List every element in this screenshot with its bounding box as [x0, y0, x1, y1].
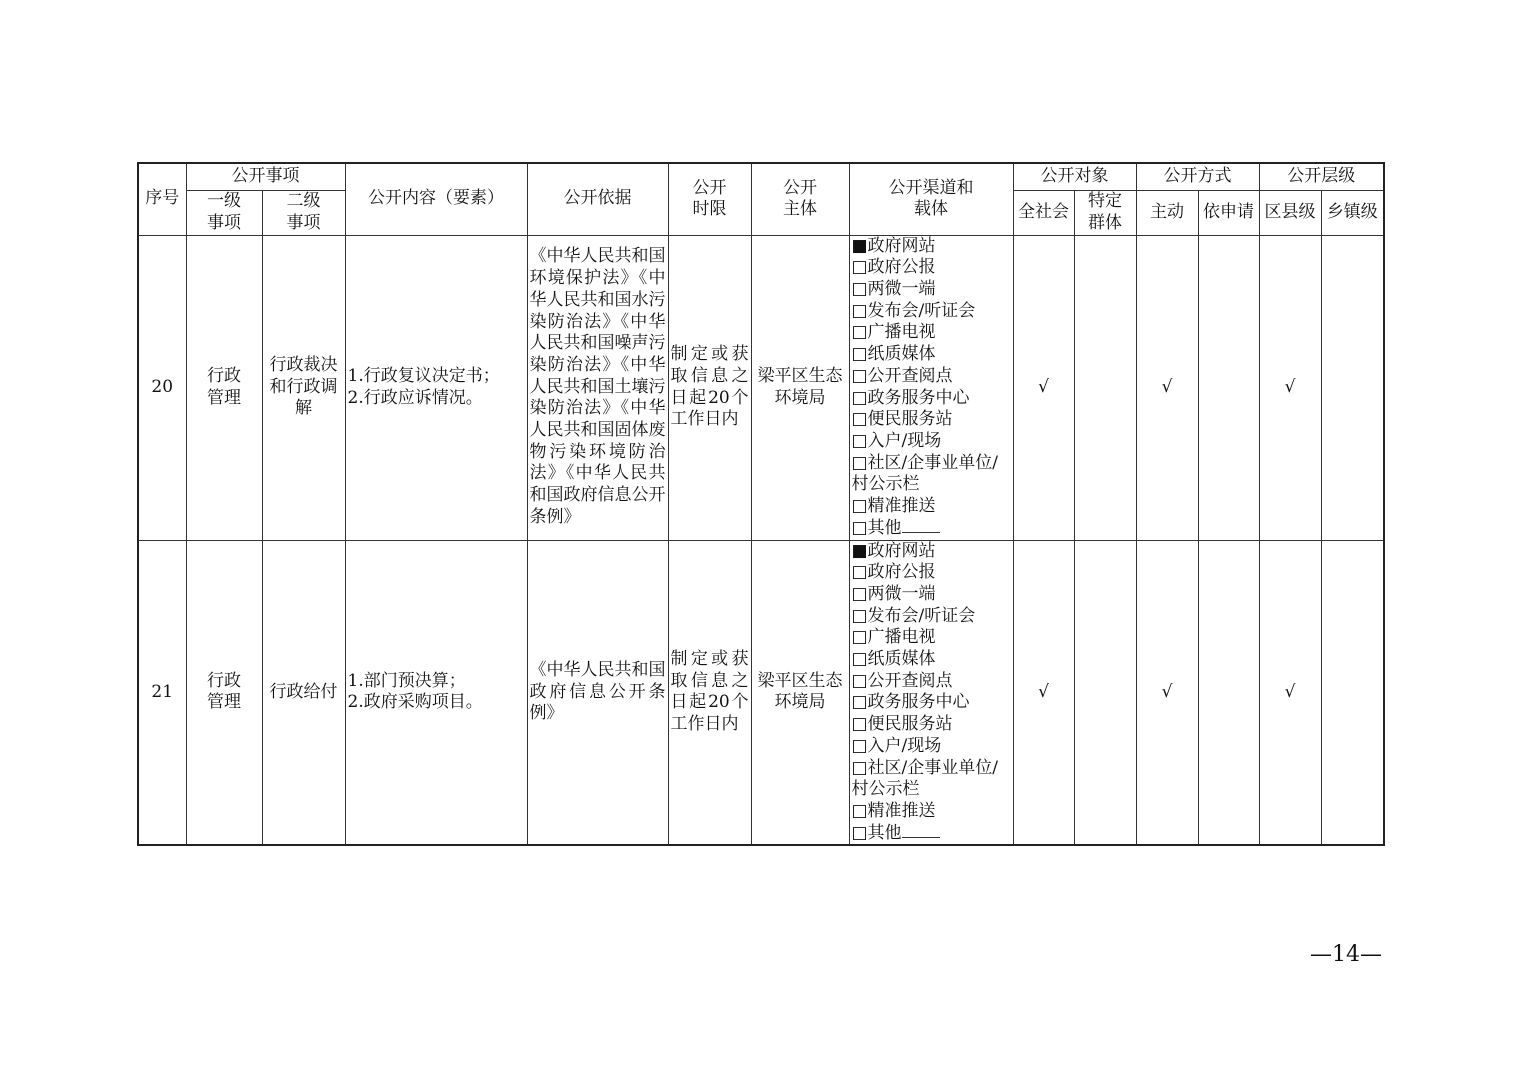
- row-level2: 行政裁决 和行政调 解: [262, 235, 345, 540]
- channel-item: □两微一端: [851, 583, 936, 604]
- header-subject: 公开 主体: [751, 163, 849, 235]
- channel-item: □广播电视: [851, 627, 936, 648]
- other-underline: [902, 518, 940, 533]
- row-level2: 行政给付: [262, 540, 345, 845]
- row-time-limit: 制定或获取信息之日起20个工作日内: [668, 540, 751, 845]
- row-time-limit: 制定或获取信息之日起20个工作日内: [668, 235, 751, 540]
- table-row: [138, 235, 1384, 540]
- header-level-group: 公开层级: [1259, 163, 1384, 190]
- row-level1: 行政 管理: [186, 235, 262, 540]
- channel-item: □发布会/听证会: [851, 605, 976, 626]
- row-mode-active: √: [1136, 235, 1198, 540]
- row-audience-all: √: [1013, 235, 1074, 540]
- row-level-town: [1321, 540, 1384, 845]
- channel-item: □政府公报: [851, 257, 936, 278]
- header-content: 公开内容（要素）: [345, 163, 527, 235]
- channel-item: □社区/企事业单位/: [851, 757, 999, 778]
- header-level-county: 区县级: [1259, 190, 1321, 235]
- channel-item: □广播电视: [851, 322, 936, 343]
- channel-item: □公开查阅点: [851, 670, 953, 691]
- channel-item: □政府公报: [851, 562, 936, 583]
- header-channels: 公开渠道和 载体: [849, 163, 1013, 235]
- other-underline: [902, 823, 940, 838]
- header-level1: 一级 事项: [186, 190, 262, 235]
- header-level-town: 乡镇级: [1321, 190, 1384, 235]
- channel-item: ■政府网站: [851, 540, 936, 561]
- header-mode-request: 依申请: [1198, 190, 1259, 235]
- row-level-county: √: [1259, 540, 1321, 845]
- table-body: [138, 235, 1384, 845]
- row-basis: 《中华人民共和国环境保护法》《中华人民共和国水污染防治法》《中华人民共和国噪声污染防治法》《中华人民共和国土壤污染防治法》《中华人民共和国固体废物污染环境防治法》《中华人民共和国政府信息公开条例》: [527, 235, 668, 540]
- channel-item: □纸质媒体: [851, 649, 936, 670]
- header-items-group: 公开事项: [186, 163, 345, 190]
- header-audience-all: 全社会: [1013, 190, 1074, 235]
- row-mode-request: [1198, 235, 1259, 540]
- channel-item: □发布会/听证会: [851, 300, 976, 321]
- disclosure-table-sheet: [137, 162, 1385, 846]
- channel-item: □精准推送: [851, 496, 936, 517]
- row-content: 1.行政复议决定书； 2.行政应诉情况。: [345, 235, 527, 540]
- channel-item: □政务服务中心: [851, 387, 970, 408]
- channel-item: □入户/现场: [851, 735, 942, 756]
- channel-item: □两微一端: [851, 278, 936, 299]
- channel-item: 村公示栏: [851, 779, 920, 800]
- channel-item-other: □其他: [852, 518, 1013, 540]
- table-header: [138, 163, 1384, 235]
- channel-item: □政务服务中心: [851, 692, 970, 713]
- channel-item: 村公示栏: [851, 474, 920, 495]
- channel-item-other: □其他: [852, 823, 1013, 845]
- header-audience-specific: 特定 群体: [1074, 190, 1136, 235]
- channel-item: □便民服务站: [851, 409, 953, 430]
- row-content: 1.部门预决算； 2.政府采购项目。: [345, 540, 527, 845]
- channel-item: □便民服务站: [851, 714, 953, 735]
- header-audience-group: 公开对象: [1013, 163, 1136, 190]
- header-mode-group: 公开方式: [1136, 163, 1259, 190]
- row-audience-specific: [1074, 540, 1136, 845]
- row-mode-request: [1198, 540, 1259, 845]
- channel-item: □精准推送: [851, 800, 936, 821]
- row-seq: 20: [138, 235, 186, 540]
- channel-item: ■政府网站: [851, 235, 936, 256]
- channel-item: □入户/现场: [851, 430, 942, 451]
- row-basis: 《中华人民共和国政府信息公开条例》: [527, 540, 668, 845]
- channel-item: □纸质媒体: [851, 344, 936, 365]
- table-row: [138, 540, 1384, 845]
- disclosure-table: [137, 162, 1385, 846]
- page-number: —14—: [1310, 942, 1382, 967]
- row-channels: [849, 540, 1013, 845]
- row-subject: 梁平区生态 环境局: [751, 540, 849, 845]
- channel-item: □社区/企事业单位/: [851, 452, 999, 473]
- header-mode-active: 主动: [1136, 190, 1198, 235]
- row-audience-specific: [1074, 235, 1136, 540]
- row-channels: [849, 235, 1013, 540]
- header-level2: 二级 事项: [262, 190, 345, 235]
- row-level1: 行政 管理: [186, 540, 262, 845]
- row-level-town: [1321, 235, 1384, 540]
- row-subject: 梁平区生态 环境局: [751, 235, 849, 540]
- header-time-limit: 公开 时限: [668, 163, 751, 235]
- row-audience-all: √: [1013, 540, 1074, 845]
- row-mode-active: √: [1136, 540, 1198, 845]
- row-seq: 21: [138, 540, 186, 845]
- channel-item: □公开查阅点: [851, 365, 953, 386]
- header-basis: 公开依据: [527, 163, 668, 235]
- header-seq: 序号: [138, 163, 186, 235]
- row-level-county: √: [1259, 235, 1321, 540]
